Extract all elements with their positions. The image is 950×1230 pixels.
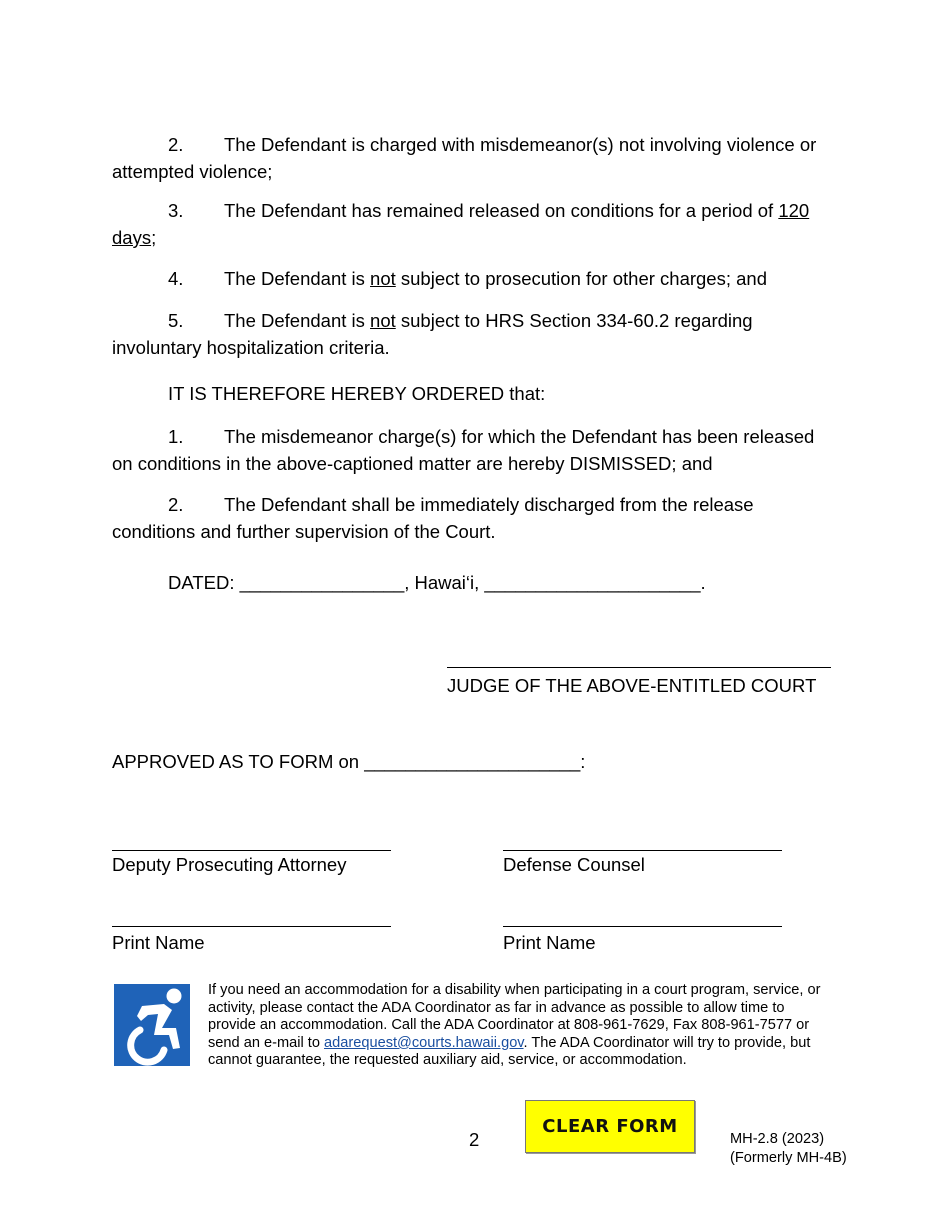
finding-punct: ; xyxy=(151,227,157,248)
order-text: The misdemeanor charge(s) for which the Defendant has been released on conditions in the above-captioned matter are hereby DISMISSED; and xyxy=(112,426,815,474)
order-number: 1. xyxy=(168,426,184,447)
prosecutor-label: Deputy Prosecuting Attorney xyxy=(112,854,347,875)
defense-label: Defense Counsel xyxy=(503,854,645,875)
accessibility-icon xyxy=(114,984,190,1066)
days-unit: days xyxy=(112,227,152,248)
emphasis-not: not xyxy=(370,268,396,289)
finding-3 xyxy=(112,197,832,251)
finding-text: The Defendant has remained released on conditions for a period of xyxy=(224,200,779,221)
ada-notice-text: If you need an accommodation for a disability when participating in a court program, service, or activity, please contact the ADA Coordinator as far in advance as possible to allow time to provide an accommodation. Call the ADA Coordinator at 808-961-7629, Fax 808-961-7577 or send an e-mail to xyxy=(208,982,821,1051)
finding-4 xyxy=(112,265,832,292)
finding-number: 5. xyxy=(168,310,184,331)
finding-text-after: subject to prosecution for other charges; and xyxy=(395,268,767,289)
finding-number: 2. xyxy=(168,134,184,155)
form-code-block xyxy=(730,1130,847,1168)
judge-label: JUDGE OF THE ABOVE-ENTITLED COURT xyxy=(447,675,817,696)
finding-text: The Defendant is xyxy=(224,268,371,289)
wheelchair-icon xyxy=(114,984,190,1066)
finding-5 xyxy=(112,307,832,361)
clear-form-button[interactable]: CLEAR FORM xyxy=(525,1100,695,1153)
days-value: 120 xyxy=(778,200,810,221)
approved-as-to-form-line[interactable]: APPROVED AS TO FORM on _____________________: xyxy=(112,751,586,772)
order-text: The Defendant shall be immediately discharged from the release conditions and further supervision of the Court. xyxy=(112,494,754,542)
finding-text: The Defendant is xyxy=(224,310,371,331)
order-heading: IT IS THEREFORE HEREBY ORDERED that: xyxy=(168,383,546,404)
ada-notice xyxy=(208,982,828,1070)
order-1 xyxy=(112,423,832,477)
order-2 xyxy=(112,491,832,545)
defense-print-name-line[interactable] xyxy=(503,926,782,927)
finding-text: The Defendant is charged with misdemeanor(s) not involving violence or attempted violence; xyxy=(112,134,817,182)
print-name-label-right: Print Name xyxy=(503,932,596,953)
ada-notice-text-after: . The ADA Coordinator will try to provide, but cannot guarantee, the requested auxiliary aid, service, or accommodation. xyxy=(208,1034,811,1069)
page-number: 2 xyxy=(469,1129,480,1150)
emphasis-not: not xyxy=(370,310,396,331)
order-number: 2. xyxy=(168,494,184,515)
print-name-label-left: Print Name xyxy=(112,932,205,953)
finding-number: 4. xyxy=(168,268,184,289)
prosecutor-print-name-line[interactable] xyxy=(112,926,391,927)
form-code: MH-2.8 (2023) xyxy=(730,1131,825,1147)
form-code-former: (Formerly MH-4B) xyxy=(730,1150,847,1166)
finding-text-after: subject to HRS Section 334-60.2 regarding involuntary hospitalization criteria. xyxy=(112,310,753,358)
judge-signature-line[interactable] xyxy=(447,667,831,668)
finding-2 xyxy=(112,131,832,185)
dated-line[interactable]: DATED: ________________, Hawai‘i, _____________________. xyxy=(168,572,706,593)
finding-number: 3. xyxy=(168,200,184,221)
ada-email-link[interactable]: adarequest@courts.hawaii.gov xyxy=(324,1034,524,1051)
